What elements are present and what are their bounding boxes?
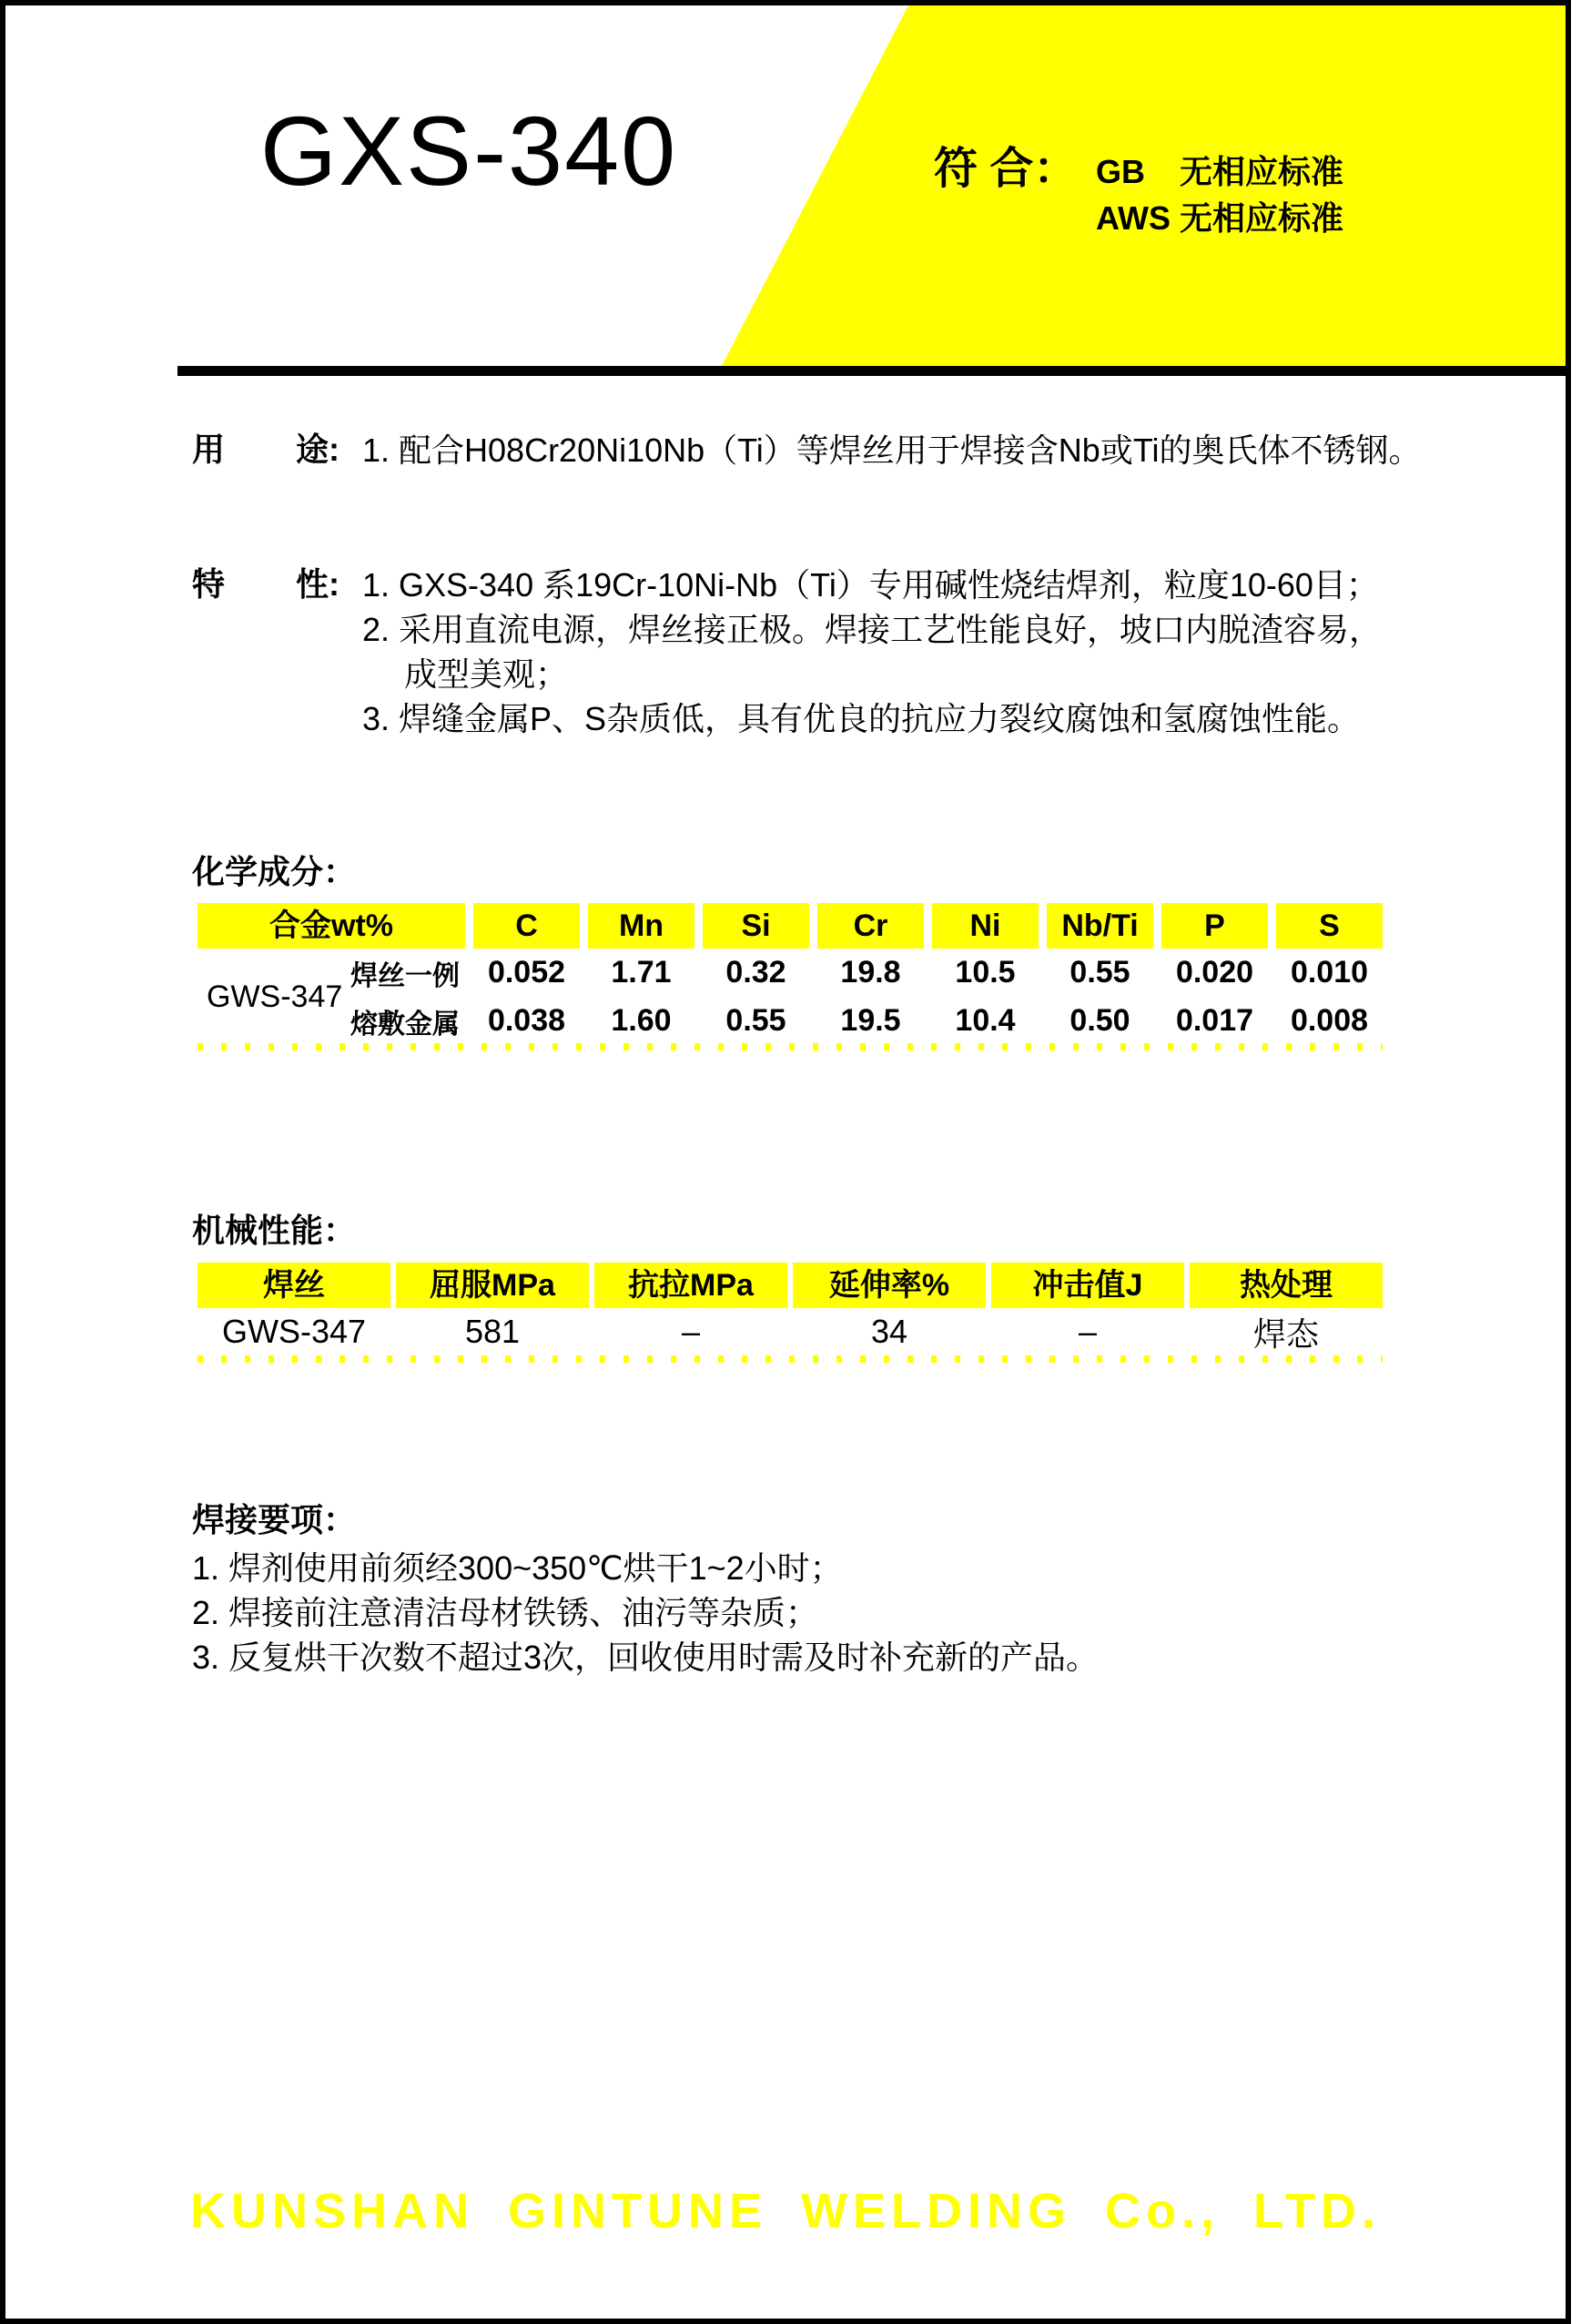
mechanical-header-impact: 冲击值J [991,1263,1184,1308]
page-title: GXS-340 [260,96,678,206]
chemical-corner-header: 合金wt% [198,903,465,949]
chemical-row1-si: 0.32 [725,955,786,989]
features-label [192,564,340,604]
chemical-table [198,903,1383,1045]
notes-heading: 焊接要项： [192,1501,357,1538]
table-row [198,997,1383,1045]
chemical-header-nbti: Nb/Ti [1047,903,1153,949]
mechanical-header-treatment: 热处理 [1190,1263,1383,1308]
chemical-row2-label: 熔敷金属 [350,1009,460,1040]
compliance-row-aws [934,193,1343,253]
table-row [198,949,1383,997]
chemical-row1-p: 0.020 [1175,955,1254,989]
chemical-header-cr: Cr [817,903,924,949]
compliance-row-gb [934,133,1343,193]
mechanical-cell-elong: 34 [870,1313,908,1350]
chemical-row2-nbti: 0.50 [1069,1003,1130,1038]
mechanical-header-wire: 焊丝 [198,1263,390,1308]
notes-line-2: 2. 焊接前注意清洁母材铁锈、油污等杂质； [192,1594,819,1631]
mechanical-table [198,1263,1383,1355]
chemical-row2-ni: 10.4 [955,1003,1016,1038]
chemical-row2-si: 0.55 [725,1003,786,1038]
chemical-header-c: C [473,903,580,949]
usage-line-1: 1. 配合H08Cr20Ni10Nb（Ti）等焊丝用于焊接含Nb或Ti的奥氏体不锈钢。 [362,431,1422,469]
chemical-header-p: P [1161,903,1268,949]
mechanical-cell-yield: 581 [464,1313,521,1350]
chemical-group-label: GWS-347 [207,979,343,1014]
mechanical-cell-treatment: 焊态 [1252,1314,1319,1353]
features-text [362,563,1382,741]
chemical-row1-nbti: 0.55 [1069,955,1130,989]
dotted-separator [198,1355,1383,1363]
mechanical-cell-impact: – [1078,1313,1098,1350]
features-label-char1: 特 [192,565,226,603]
table-row [198,1308,1383,1355]
mechanical-heading: 机械性能： [192,1212,357,1249]
chemical-row1-s: 0.010 [1290,955,1369,989]
mechanical-cell-tensile: – [681,1313,701,1350]
features-line-1: 1. GXS-340 系19Cr-10Ni-Nb（Ti）专用碱性烧结焊剂，粒度10-60目； [362,566,1379,604]
chemical-row2-s: 0.008 [1290,1003,1369,1038]
chemical-header-mn: Mn [588,903,694,949]
dotted-separator [198,1043,1383,1050]
notes-text [192,1546,1099,1680]
compliance-code-aws: AWS [1096,199,1171,237]
mechanical-header-yield: 屈服MPa [396,1263,589,1308]
mechanical-cell-wire: GWS-347 [221,1313,367,1350]
notes-line-3: 3. 反复烘干次数不超过3次，回收使用时需及时补充新的产品。 [192,1639,1100,1676]
chemical-row2-p: 0.017 [1175,1003,1254,1038]
compliance-code-gb: GB [1096,153,1145,190]
compliance-label: 符 合： [934,145,1078,193]
chemical-row1-c: 0.052 [487,955,566,989]
chemical-row2-cr: 19.5 [840,1003,901,1038]
chemical-header-s: S [1276,903,1383,949]
compliance-standard-aws: 无相应标准 [1180,199,1344,237]
notes-line-1: 1. 焊剂使用前须经300~350℃烘干1~2小时； [192,1549,843,1587]
chemical-table-body [198,949,1383,1045]
chemical-header-row [198,903,1383,949]
chemical-row2-c: 0.038 [487,1003,566,1038]
chemical-heading: 化学成分： [192,853,357,890]
chemical-header-si: Si [703,903,809,949]
chemical-row2-mn: 1.60 [611,1003,672,1038]
usage-text [362,428,1421,472]
features-line-4: 3. 焊缝金属P、S杂质低，具有优良的抗应力裂纹腐蚀和氢腐蚀性能。 [362,700,1361,737]
usage-label-char1: 用 [192,431,226,468]
mechanical-header-elong: 延伸率% [793,1263,986,1308]
usage-label-char2: 途: [296,431,340,468]
footer-company-name: KUNSHAN GINTUNE WELDING Co., LTD. [190,2184,1381,2238]
mechanical-header-row [198,1263,1383,1308]
header-divider-bar [177,366,1571,376]
chemical-row1-mn: 1.71 [611,955,672,989]
features-line-2: 2. 采用直流电源，焊丝接正极。焊接工艺性能良好，坡口内脱渣容易， [362,611,1383,648]
chemical-row1-ni: 10.5 [955,955,1016,989]
usage-label [192,430,340,470]
mechanical-header-tensile: 抗拉MPa [594,1263,787,1308]
compliance-standard-gb: 无相应标准 [1180,153,1344,190]
chemical-row1-cr: 19.8 [840,955,901,989]
chemical-header-ni: Ni [932,903,1039,949]
features-line-3: 成型美观； [404,655,569,693]
features-label-char2: 性: [296,565,340,603]
chemical-row1-label: 焊丝一例 [350,960,460,991]
compliance-block [934,133,1343,253]
